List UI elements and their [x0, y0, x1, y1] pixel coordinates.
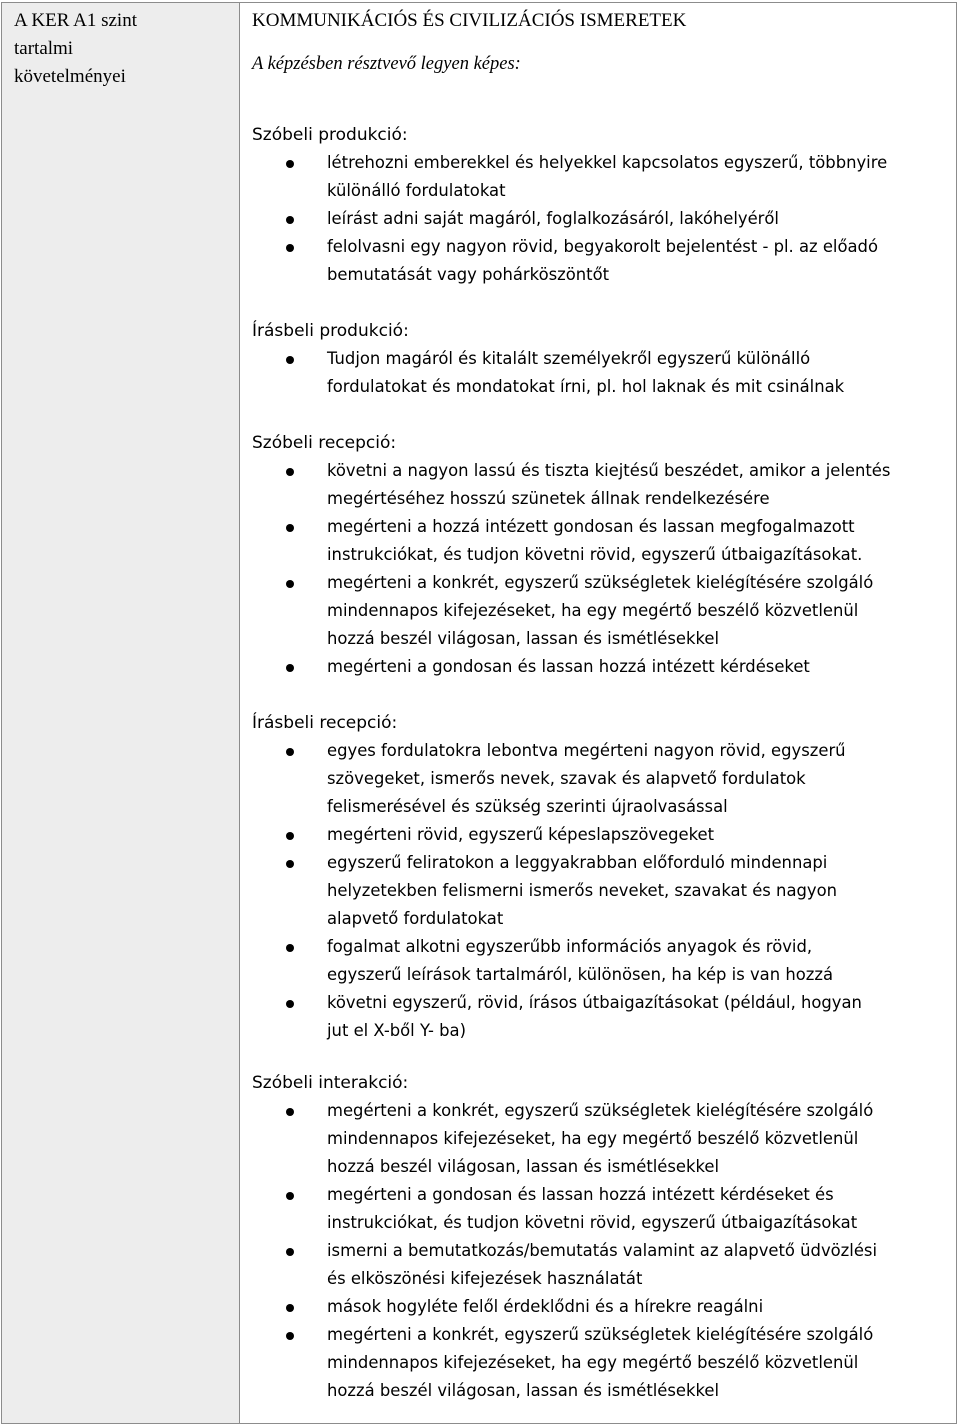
list-item-text: megérteni a konkrét, egyszerű szükségletek kielégítésére szolgáló mindennapos kifejezéseket, ha egy megértő beszélő közvetlenül hozzá beszél világosan, lassan és ismétlésekkel — [327, 573, 874, 648]
intro-text: A képzésben résztvevő legyen képes: — [252, 54, 521, 74]
bullet-icon — [286, 524, 294, 532]
section — [252, 317, 956, 401]
list-item — [252, 513, 956, 569]
list-item — [252, 205, 956, 233]
list-item-text: követni a nagyon lassú és tiszta kiejtésű beszédet, amikor a jelentés megértéséhez hosszú szünetek állnak rendelkezésére — [327, 461, 891, 508]
section — [252, 121, 956, 289]
section-heading: Írásbeli produkció: — [252, 321, 409, 341]
bullet-icon — [286, 580, 294, 588]
list-item — [252, 821, 956, 849]
bullet-icon — [286, 832, 294, 840]
bullet-icon — [286, 860, 294, 868]
bullet-icon — [286, 1248, 294, 1256]
list-item — [252, 1321, 956, 1405]
list-item — [252, 1237, 956, 1293]
list-item-text: Tudjon magáról és kitalált személyekről egyszerű különálló fordulatokat és mondatokat írni, pl. hol laknak és mit csinálnak — [327, 349, 845, 396]
list-item — [252, 149, 956, 205]
list-item — [252, 233, 956, 289]
list-item — [252, 989, 956, 1045]
section — [252, 709, 956, 1045]
bullet-list — [252, 149, 956, 289]
bullet-list — [252, 345, 956, 401]
list-item — [252, 653, 956, 681]
list-item-text: egyszerű feliratokon a leggyakrabban előforduló mindennapi helyzetekben felismerni ismerős neveket, szavakat és nagyon alapvető fordulatokat — [327, 853, 838, 928]
bullet-icon — [286, 1108, 294, 1116]
list-item-text: leírást adni saját magáról, foglalkozásáról, lakóhelyéről — [327, 209, 779, 228]
bullet-list — [252, 457, 956, 681]
bullet-icon — [286, 468, 294, 476]
bullet-icon — [286, 664, 294, 672]
bullet-icon — [286, 160, 294, 168]
label-column — [2, 3, 240, 1423]
section-heading: Szóbeli produkció: — [252, 125, 408, 145]
bullet-icon — [286, 356, 294, 364]
list-item-text: megérteni a gondosan és lassan hozzá intézett kérdéseket és instrukciókat, és tudjon követni rövid, egyszerű útbaigazításokat — [327, 1185, 858, 1232]
section — [252, 1069, 956, 1405]
list-item-text: megérteni a konkrét, egyszerű szükségletek kielégítésére szolgáló mindennapos kifejezéseket, ha egy megértő beszélő közvetlenül hozzá beszél világosan, lassan és ismétlésekkel — [327, 1325, 874, 1400]
list-item — [252, 1181, 956, 1237]
level-label: A KER A1 szint tartalmi követelményei — [14, 10, 137, 87]
bullet-icon — [286, 1000, 294, 1008]
list-item — [252, 1097, 956, 1181]
list-item — [252, 1293, 956, 1321]
bullet-icon — [286, 1304, 294, 1312]
list-item-text: létrehozni emberekkel és helyekkel kapcsolatos egyszerű, többnyire különálló fordulatokat — [327, 153, 888, 200]
bullet-list — [252, 737, 956, 1045]
content-column — [240, 3, 956, 1423]
list-item — [252, 737, 956, 821]
section-heading: Szóbeli recepció: — [252, 433, 397, 453]
section — [252, 429, 956, 681]
list-item-text: fogalmat alkotni egyszerűbb információs anyagok és rövid, egyszerű leírások tartalmáról, különösen, ha kép is van hozzá — [327, 937, 833, 984]
list-item — [252, 345, 956, 401]
list-item — [252, 569, 956, 653]
list-item-text: ismerni a bemutatkozás/bemutatás valamint az alapvető üdvözlési és elköszönési kifejezések használatát — [327, 1241, 878, 1288]
list-item-text: követni egyszerű, rövid, írásos útbaigazításokat (például, hogyan jut el X-ből Y- ba) — [327, 993, 862, 1040]
list-item-text: megérteni a hozzá intézett gondosan és lassan megfogalmazott instrukciókat, és tudjon követni rövid, egyszerű útbaigazításokat. — [327, 517, 863, 564]
requirements-table — [1, 2, 957, 1424]
bullet-icon — [286, 244, 294, 252]
bullet-icon — [286, 1332, 294, 1340]
bullet-icon — [286, 216, 294, 224]
list-item-text: megérteni a gondosan és lassan hozzá intézett kérdéseket — [327, 657, 810, 676]
bullet-icon — [286, 1192, 294, 1200]
list-item-text: megérteni rövid, egyszerű képeslapszövegeket — [327, 825, 715, 844]
list-item-text: felolvasni egy nagyon rövid, begyakorolt bejelentést - pl. az előadó bemutatását vagy pohárköszöntőt — [327, 237, 878, 284]
list-item-text: mások hogyléte felől érdeklődni és a hírekre reagálni — [327, 1297, 764, 1316]
list-item — [252, 457, 956, 513]
page-title: KOMMUNIKÁCIÓS ÉS CIVILIZÁCIÓS ISMERETEK — [252, 10, 687, 31]
list-item-text: egyes fordulatokra lebontva megérteni nagyon rövid, egyszerű szövegeket, ismerős nevek, szavak és alapvető fordulatok felismerésével és szükség szerinti újraolvasással — [327, 741, 846, 816]
bullet-list — [252, 1097, 956, 1405]
section-heading: Szóbeli interakció: — [252, 1073, 409, 1093]
bullet-icon — [286, 748, 294, 756]
bullet-icon — [286, 944, 294, 952]
list-item — [252, 849, 956, 933]
list-item-text: megérteni a konkrét, egyszerű szükségletek kielégítésére szolgáló mindennapos kifejezéseket, ha egy megértő beszélő közvetlenül hozzá beszél világosan, lassan és ismétlésekkel — [327, 1101, 874, 1176]
section-heading: Írásbeli recepció: — [252, 713, 398, 733]
list-item — [252, 933, 956, 989]
